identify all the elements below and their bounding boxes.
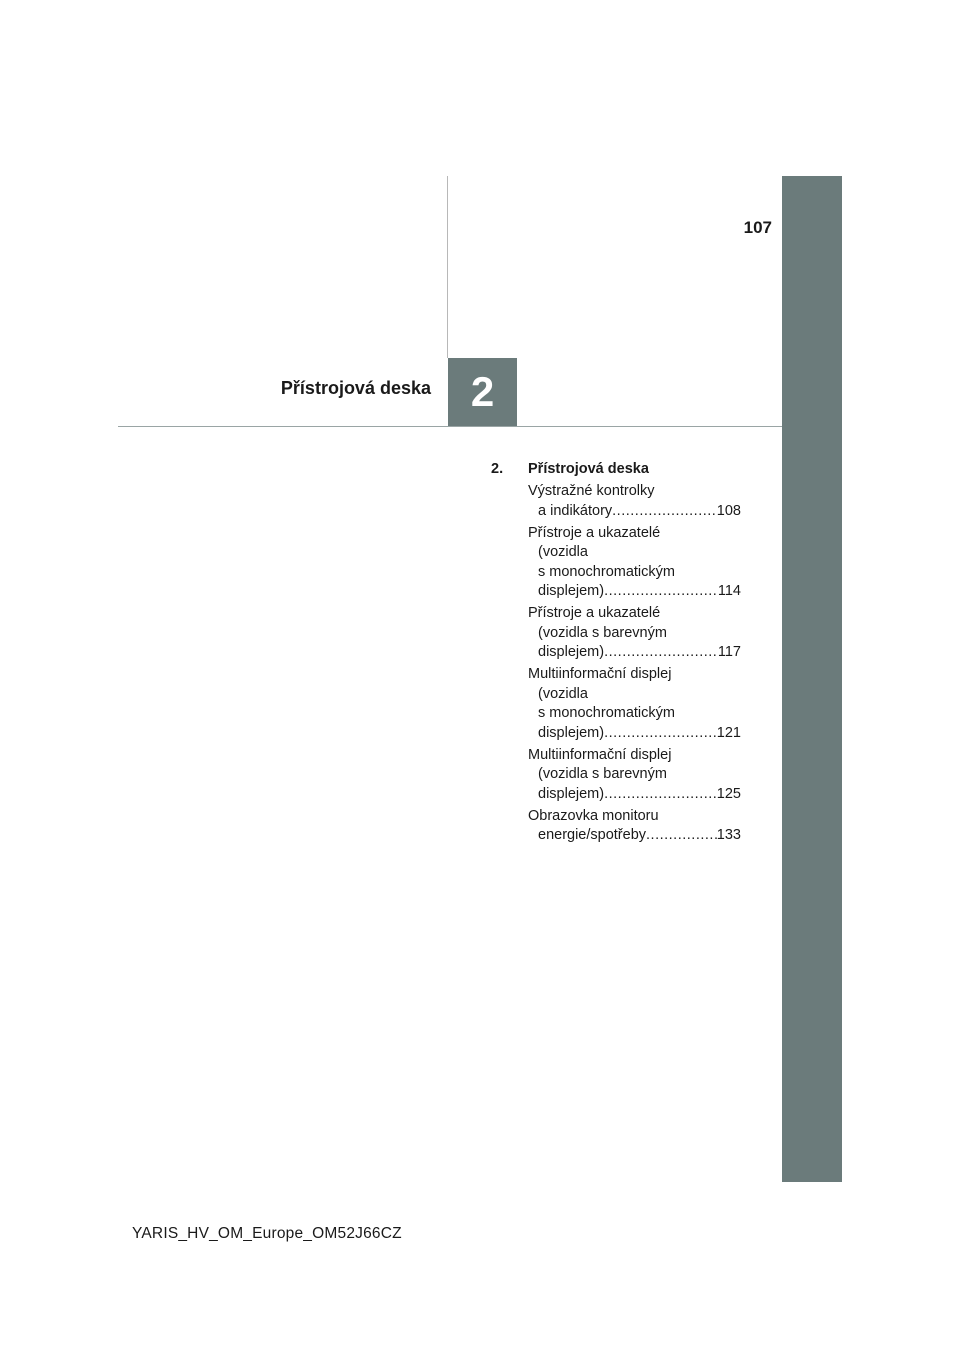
toc-entry[interactable] (528, 524, 741, 602)
horizontal-divider (118, 426, 782, 427)
toc-entry-text: Výstražné kontrolky (528, 483, 655, 499)
dot-leader (604, 643, 718, 663)
toc-entry-text: displejem) (538, 785, 605, 802)
toc-entry-text: (vozidla (538, 685, 588, 702)
toc-entry-text: Obrazovka monitoru (528, 807, 659, 824)
toc-entry-page: 133 (716, 827, 741, 843)
toc-entry-text: Přístroje a ukazatelé (528, 605, 661, 621)
toc-entry-text: a indikátory (538, 502, 613, 519)
toc-entry-text: Multiinformační displej (528, 666, 672, 682)
toc-entry-text: s monochromatickým (538, 563, 675, 580)
footer-document-id: YARIS_HV_OM_Europe_OM52J66CZ (132, 1225, 402, 1242)
toc-entry[interactable] (528, 482, 741, 521)
chapter-number-box (448, 358, 517, 426)
toc-entry-text: displejem) (538, 583, 605, 599)
toc-entries (491, 482, 741, 846)
toc-entry-page: 108 (716, 502, 741, 519)
toc-entry-leader-line (538, 785, 741, 805)
toc-entry-leader-line (538, 826, 741, 846)
toc-entry[interactable] (528, 604, 741, 663)
toc-entry-text: displejem) (538, 724, 605, 741)
toc-entry-text: (vozidla (538, 544, 588, 560)
toc-entry-leader-line (538, 502, 741, 522)
toc-entry-text: (vozidla s barevným (538, 624, 667, 641)
toc-entry[interactable] (528, 665, 741, 743)
chapter-number: 2 (470, 368, 495, 415)
toc-entry-text: s monochromatickým (538, 705, 675, 721)
dot-leader (604, 582, 718, 602)
toc-entry-page: 114 (717, 583, 741, 599)
toc-heading (491, 460, 741, 480)
toc-entry-text: energie/spotřeby (538, 827, 647, 843)
side-tab-bar (782, 176, 842, 1182)
dot-leader (612, 502, 717, 522)
toc-entry-text: Multiinformační displej (528, 746, 672, 763)
toc-entry-page: 125 (716, 785, 741, 802)
dot-leader (604, 785, 717, 805)
toc-entry-text: Přístroje a ukazatelé (528, 524, 661, 541)
toc-entry-leader-line (538, 724, 741, 744)
toc-entry-page: 117 (717, 644, 741, 660)
vertical-divider (447, 176, 448, 358)
toc-heading-title: Přístrojová deska (528, 461, 649, 477)
dot-leader (604, 724, 717, 744)
toc-entry-text: (vozidla s barevným (538, 766, 667, 782)
dot-leader (646, 826, 717, 846)
toc-entry[interactable] (528, 807, 741, 846)
toc-entry-leader-line (538, 582, 741, 602)
toc-entry-text: displejem) (538, 644, 605, 660)
table-of-contents (491, 460, 741, 846)
toc-entry-page: 121 (716, 724, 741, 741)
toc-heading-number: 2. (491, 461, 504, 477)
page-number: 107 (743, 218, 772, 237)
toc-entry[interactable] (528, 746, 741, 805)
toc-entry-leader-line (538, 643, 741, 663)
chapter-title: Přístrojová deska (280, 378, 431, 398)
